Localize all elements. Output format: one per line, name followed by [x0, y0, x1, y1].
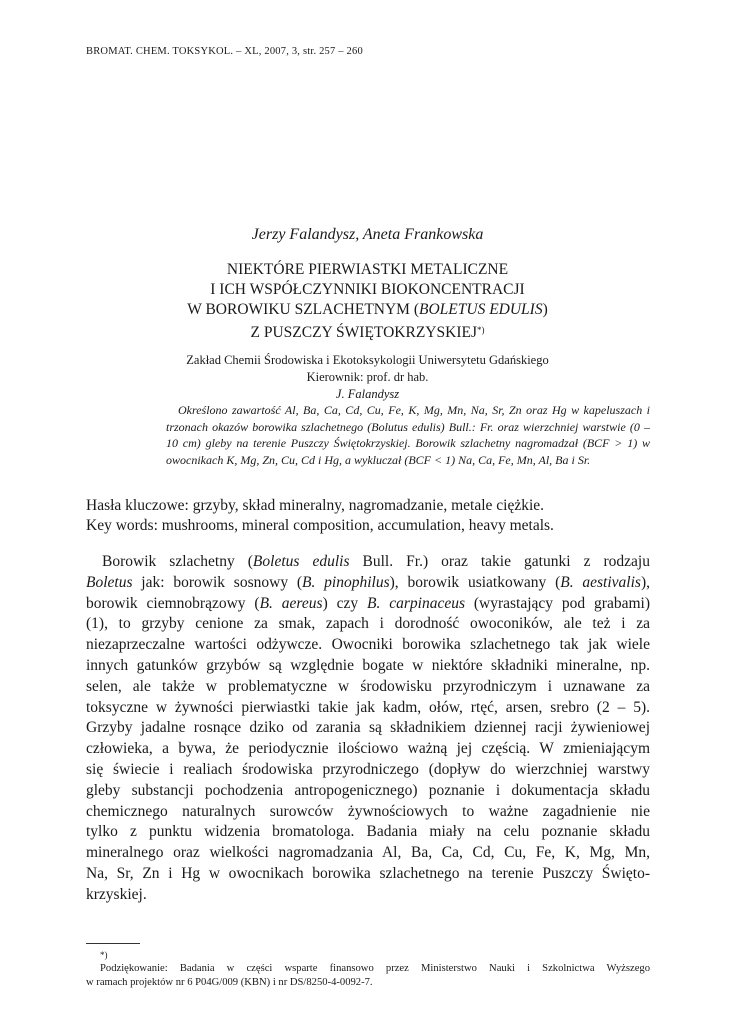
title-line-3-pre: W BOROWIKU SZLACHETNYM ( [187, 301, 420, 318]
species-name: B. aereus [259, 594, 323, 612]
footnote-divider [86, 943, 140, 944]
authors: Jerzy Falandysz, Aneta Frankowska [251, 226, 484, 243]
body-line: mineralnego oraz wielkości nagromadzania Al, Ba, Ca, Cd, Cu, Fe, K, Mg, Mn, [86, 844, 650, 862]
body-text-run: Borowik szlachetny ( [102, 553, 253, 570]
article-title [0, 260, 735, 343]
body-text-run: Bull. Fr.) oraz takie gatunki z rodzaju [349, 553, 650, 570]
title-line-2: I ICH WSPÓŁCZYNNIKI BIOKONCENTRACJI [210, 281, 525, 298]
affiliation [0, 352, 735, 403]
body-line: niezaprzeczalne wartości odżywcze. Owocniki borowika szlachetnego tak jak wiele [86, 636, 650, 654]
body-line: chemicznego naturalnych surowców żywnościowych to ważne zagadnienie nie [86, 802, 650, 820]
body-line [86, 594, 650, 615]
body-paragraph [86, 552, 650, 906]
body-line: się świecie i realiach środowiska przyrodniczego (dopływ do wierzchniej warstwy [86, 760, 650, 778]
title-species: BOLETUS EDULIS [419, 301, 543, 318]
species-name: Boletus edulis [252, 553, 350, 570]
species-name: B. pinophilus [302, 573, 390, 591]
footnote-line-2: w ramach projektów nr 6 P04G/009 (KBN) i nr DS/8250-4-0092-7. [86, 977, 373, 988]
body-text-run: jak: borowik sosnowy ( [132, 573, 303, 591]
body-line [86, 573, 650, 594]
title-line-4-text: Z PUSZCZY ŚWIĘTOKRZYSKIEJ [250, 324, 477, 341]
species-name: Boletus [86, 573, 133, 591]
footnote-text-1: Podziękowanie: Badania w części wsparte finansowo przez Ministerstwo Nauki i Szkolnictwa Wyższego [100, 963, 650, 974]
body-text-run: ) czy [322, 594, 367, 612]
body-text-run: (wyrastający pod grabami) [464, 594, 651, 612]
title-line-4 [0, 320, 735, 343]
footnote [86, 948, 650, 990]
affiliation-institution: Zakład Chemii Środowiska i Ekotoksykologii Uniwersytetu Gdańskiego [186, 353, 549, 367]
title-line-3-post: ) [542, 301, 548, 318]
body-line: innych gatunków grzybów są względnie bogate w niektóre składniki mineralne, np. [86, 656, 650, 674]
abstract: Określono zawartość Al, Ba, Ca, Cd, Cu, Fe, K, Mg, Mn, Na, Sr, Zn oraz Hg w kapeluszach i trzonach okazów borowika szlachetnego (Bolutus edulis) Bull.: Fr. oraz wierzchniej warstwie (0 – 10 cm) gleby na terenie Puszczy Świętokrzyskiej. Borowik szlachetny nagromadzał (BCF > 1) w owocnikach K, Mg, Zn, Cu, Cd i Hg, a wykluczał (BCF < 1) Na, Ca, Fe, Mn, Al, Ba i Sr. [166, 403, 650, 467]
title-line-3 [0, 300, 735, 320]
footnote-line-1 [86, 948, 650, 976]
journal-header: BROMAT. CHEM. TOKSYKOL. – XL, 2007, 3, str. 257 – 260 [86, 46, 363, 57]
body-text-run: ), [640, 573, 650, 591]
body-line: Grzyby jadalne rosnące dziko od zarania są składnikiem dziennej racji żywieniowej [86, 719, 650, 737]
species-name: B. aestivalis [560, 573, 641, 591]
body-line [86, 552, 650, 573]
affiliation-head-label: Kierownik: prof. dr hab. [306, 370, 429, 384]
footnote-marker: *) [100, 950, 108, 960]
body-line: człowieka, a bywa, że periodycznie ilościowo ważną jej częścią. W zmieniającym [86, 740, 650, 758]
body-line: krzyskiej. [86, 885, 147, 903]
title-line-1: NIEKTÓRE PIERWIASTKI METALICZNE [226, 261, 509, 278]
title-footnote-marker: *) [476, 325, 485, 335]
body-line: toksyczne w żywności pierwiastki takie jak kadm, ołów, rtęć, arsen, srebro (2 – 5). [86, 698, 650, 716]
keywords-english: Key words: mushrooms, mineral composition, accumulation, heavy metals. [86, 517, 554, 534]
species-name: B. carpinaceus [367, 594, 465, 612]
body-line: selen, ale także w problematyczne w środowisku przyrodniczym i uznawane za [86, 677, 650, 695]
body-text-run: borowik ciemnobrązowy ( [86, 594, 260, 612]
keywords-polish: Hasła kluczowe: grzyby, skład mineralny, nagromadzanie, metale ciężkie. [86, 497, 545, 514]
body-text-run: ), borowik usiatkowany ( [389, 573, 561, 591]
keywords [86, 496, 666, 536]
body-line: gleby substancji pochodzenia antropogenicznego) poznanie i dokumentacja składu [86, 781, 650, 799]
affiliation-head-name: J. Falandysz [335, 387, 400, 401]
body-line: tylko z punktu widzenia bromatologa. Badania miały na celu poznanie składu [86, 823, 650, 841]
body-line: (1), to grzyby cenione za smak, zapach i dorodność owoconików, ale też i za [86, 615, 650, 633]
body-line: Na, Sr, Zn i Hg w owocnikach borowika szlachetnego na terenie Puszczy Święto- [86, 864, 650, 882]
affiliation-head [0, 369, 735, 403]
